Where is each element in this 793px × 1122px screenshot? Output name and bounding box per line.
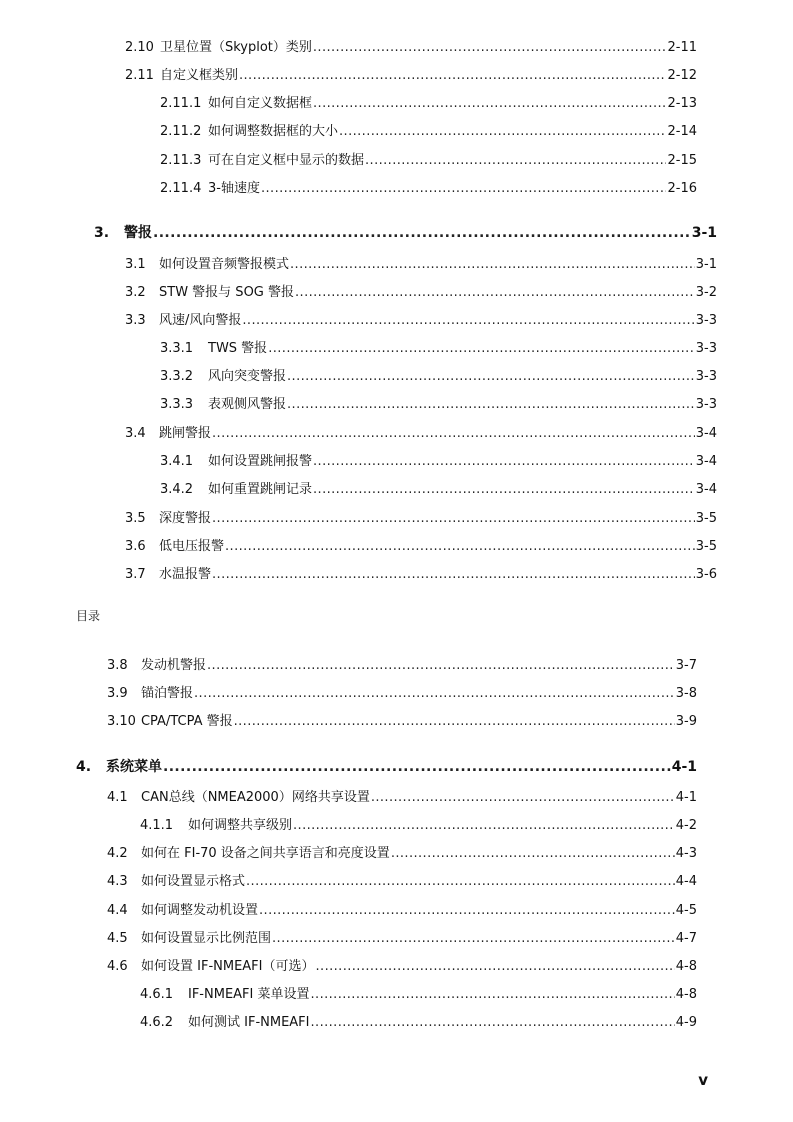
entry-title: 如何设置显示格式 <box>141 874 246 889</box>
entry-title: 如何设置 IF-NMEAFI（可选） <box>141 959 315 974</box>
entry-title: 卫星位置（Skyplot）类别 <box>159 40 312 55</box>
entry-number: 4.4 <box>107 903 128 918</box>
entry-title: 3-轴速度 <box>208 181 260 196</box>
entry-title: 表观侧风警报 <box>208 397 287 412</box>
leader-dots <box>311 1015 675 1030</box>
entry-page: 2-15 <box>667 153 697 168</box>
entry-title: 风向突变警报 <box>208 369 287 384</box>
leader-dots <box>371 790 675 805</box>
leader-dots <box>212 567 695 582</box>
leader-dots <box>234 714 675 729</box>
entry-number: 3.2 <box>125 285 146 300</box>
entry-page: 4-3 <box>675 846 697 861</box>
chapter-page: 3-1 <box>691 225 717 241</box>
entry-title: IF-NMEAFI 菜单设置 <box>188 987 310 1002</box>
entry-page: 3-6 <box>695 567 717 582</box>
entry-page: 3-4 <box>695 482 717 497</box>
entry-page: 2-12 <box>667 68 697 83</box>
chapter-title: 警报 <box>124 225 152 241</box>
entry-title: 深度警报 <box>159 511 212 526</box>
entry-page: 3-3 <box>695 397 717 412</box>
entry-number: 4.5 <box>107 931 128 946</box>
entry-number: 2.10 <box>125 40 154 55</box>
entry-number: 3.3.2 <box>160 369 194 384</box>
entry-number: 3.10 <box>107 714 136 729</box>
entry-page: 4-9 <box>675 1015 697 1030</box>
leader-dots <box>295 285 695 300</box>
toc-entry-3-4-1[interactable] <box>160 450 717 468</box>
entry-page: 3-3 <box>695 369 717 384</box>
entry-page: 3-5 <box>695 539 717 554</box>
entry-number: 4.3 <box>107 874 128 889</box>
entry-title: 如何调整共享级别 <box>188 818 293 833</box>
entry-title: 如何设置显示比例范围 <box>141 931 272 946</box>
entry-page: 2-14 <box>667 124 697 139</box>
entry-page: 4-5 <box>675 903 697 918</box>
toc-entry-3-4-2[interactable] <box>160 478 717 496</box>
entry-page: 3-7 <box>675 658 697 673</box>
entry-number: 3.3.1 <box>160 341 194 356</box>
entry-title: 跳闸警报 <box>159 426 212 441</box>
entry-number: 3.7 <box>125 567 146 582</box>
entry-number: 2.11.3 <box>160 153 202 168</box>
toc-entry-3-3-2[interactable] <box>160 365 717 383</box>
entry-number: 4.1.1 <box>140 818 174 833</box>
leader-dots <box>391 846 675 861</box>
entry-number: 3.5 <box>125 511 146 526</box>
toc-entry-2-11-2[interactable] <box>160 120 697 138</box>
leader-dots <box>194 686 675 701</box>
leader-dots <box>212 511 695 526</box>
toc-entry-4-6[interactable] <box>107 955 697 973</box>
entry-number: 3.6 <box>125 539 146 554</box>
leader-dots <box>259 903 675 918</box>
entry-page: 3-9 <box>675 714 697 729</box>
toc-entry-3-4[interactable] <box>125 422 717 440</box>
entry-page: 3-8 <box>675 686 697 701</box>
chapter-number: 4. <box>76 759 92 775</box>
toc-entry-4-6-1[interactable] <box>140 983 697 1001</box>
toc-entry-3-10[interactable] <box>107 710 697 728</box>
leader-dots <box>242 313 694 328</box>
entry-title: CPA/TCPA 警报 <box>140 714 233 729</box>
leader-dots <box>287 397 695 412</box>
entry-number: 3.3.3 <box>160 397 194 412</box>
entry-title: 可在自定义框中显示的数据 <box>208 153 365 168</box>
entry-page: 4-4 <box>675 874 697 889</box>
leader-dots <box>163 759 671 775</box>
entry-page: 2-13 <box>667 96 697 111</box>
entry-number: 2.11.2 <box>160 124 202 139</box>
toc-entry-3-6[interactable] <box>125 535 717 553</box>
toc-entry-3-2[interactable] <box>125 281 717 299</box>
entry-number: 4.2 <box>107 846 128 861</box>
entry-title: CAN总线（NMEA2000）网络共享设置 <box>141 790 370 805</box>
leader-dots <box>268 341 695 356</box>
toc-entry-4-2[interactable] <box>107 842 697 860</box>
entry-number: 4.6 <box>107 959 128 974</box>
toc-entry-2-11-3[interactable] <box>160 149 697 167</box>
entry-page: 2-11 <box>667 40 697 55</box>
toc-entry-2-10[interactable] <box>125 36 697 54</box>
toc-entry-3-8[interactable] <box>107 654 697 672</box>
entry-title: 锚泊警报 <box>141 686 194 701</box>
toc-entry-3-7[interactable] <box>125 563 717 581</box>
entry-title: 如何调整发动机设置 <box>141 903 259 918</box>
toc-entry-3-5[interactable] <box>125 507 717 525</box>
entry-title: 低电压报警 <box>159 539 225 554</box>
toc-entry-3-1[interactable] <box>125 253 717 271</box>
entry-number: 3.3 <box>125 313 146 328</box>
entry-title: TWS 警报 <box>208 341 268 356</box>
leader-dots <box>207 658 675 673</box>
leader-dots <box>246 874 675 889</box>
entry-page: 4-8 <box>675 987 697 1002</box>
leader-dots <box>153 225 691 241</box>
entry-page: 3-4 <box>695 454 717 469</box>
entry-page: 2-16 <box>667 181 697 196</box>
toc-entry-4-5[interactable] <box>107 927 697 945</box>
leader-dots <box>239 68 667 83</box>
entry-number: 3.4.1 <box>160 454 194 469</box>
toc-entry-4-1-1[interactable] <box>140 814 697 832</box>
toc-entry-2-11-4[interactable] <box>160 177 697 195</box>
entry-number: 2.11.1 <box>160 96 202 111</box>
entry-number: 3.4.2 <box>160 482 194 497</box>
leader-dots <box>313 96 666 111</box>
chapter-title: 系统菜单 <box>106 759 162 775</box>
toc-chapter-3[interactable] <box>94 222 717 240</box>
leader-dots <box>261 181 667 196</box>
leader-dots <box>313 482 695 497</box>
toc-entry-4-4[interactable] <box>107 899 697 917</box>
leader-dots <box>272 931 675 946</box>
leader-dots <box>339 124 666 139</box>
toc-entry-4-6-2[interactable] <box>140 1011 697 1029</box>
toc-entry-4-3[interactable] <box>107 870 697 888</box>
toc-entry-3-3-3[interactable] <box>160 393 717 411</box>
entry-title: 发动机警报 <box>141 658 207 673</box>
entry-title: 风速/风向警报 <box>159 313 242 328</box>
entry-page: 3-1 <box>695 257 717 272</box>
entry-title: 如何调整数据框的大小 <box>208 124 339 139</box>
entry-title: 如何测试 IF-NMEAFI <box>188 1015 310 1030</box>
entry-number: 2.11 <box>125 68 154 83</box>
toc-entry-4-1[interactable] <box>107 786 697 804</box>
leader-dots <box>290 257 695 272</box>
leader-dots <box>313 454 695 469</box>
leader-dots <box>287 369 695 384</box>
chapter-page: 4-1 <box>671 759 697 775</box>
toc-entry-3-9[interactable] <box>107 682 697 700</box>
entry-number: 3.8 <box>107 658 128 673</box>
entry-page: 3-4 <box>695 426 717 441</box>
entry-page: 3-5 <box>695 511 717 526</box>
entry-page: 4-2 <box>675 818 697 833</box>
entry-title: 如何重置跳闸记录 <box>208 482 313 497</box>
leader-dots <box>365 153 666 168</box>
entry-number: 3.9 <box>107 686 128 701</box>
entry-page: 3-3 <box>695 341 717 356</box>
entry-number: 3.4 <box>125 426 146 441</box>
entry-number: 4.6.1 <box>140 987 174 1002</box>
entry-page: 3-2 <box>695 285 717 300</box>
leader-dots <box>311 987 675 1002</box>
entry-number: 4.6.2 <box>140 1015 174 1030</box>
entry-number: 4.1 <box>107 790 128 805</box>
entry-number: 3.1 <box>125 257 146 272</box>
toc-entry-3-3[interactable] <box>125 309 717 327</box>
entry-title: 如何在 FI-70 设备之间共享语言和亮度设置 <box>141 846 390 861</box>
chapter-number: 3. <box>94 225 110 241</box>
entry-page: 4-7 <box>675 931 697 946</box>
entry-page: 4-8 <box>675 959 697 974</box>
leader-dots <box>316 959 675 974</box>
leader-dots <box>293 818 675 833</box>
leader-dots <box>313 40 667 55</box>
entry-page: 4-1 <box>675 790 697 805</box>
toc-entry-3-3-1[interactable] <box>160 337 717 355</box>
section-label: 目录 <box>76 609 101 623</box>
entry-title: STW 警报与 SOG 警报 <box>159 285 295 300</box>
entry-title: 自定义框类别 <box>159 68 238 83</box>
entry-title: 水温报警 <box>159 567 212 582</box>
entry-title: 如何设置跳闸报警 <box>208 454 313 469</box>
toc-entry-2-11-1[interactable] <box>160 92 697 110</box>
page-number: v <box>698 1071 708 1089</box>
entry-number: 2.11.4 <box>160 181 202 196</box>
leader-dots <box>225 539 695 554</box>
toc-chapter-4[interactable] <box>76 756 697 774</box>
entry-page: 3-3 <box>695 313 717 328</box>
entry-title: 如何自定义数据框 <box>208 96 313 111</box>
toc-entry-2-11[interactable] <box>125 64 697 82</box>
leader-dots <box>212 426 695 441</box>
entry-title: 如何设置音频警报模式 <box>159 257 290 272</box>
